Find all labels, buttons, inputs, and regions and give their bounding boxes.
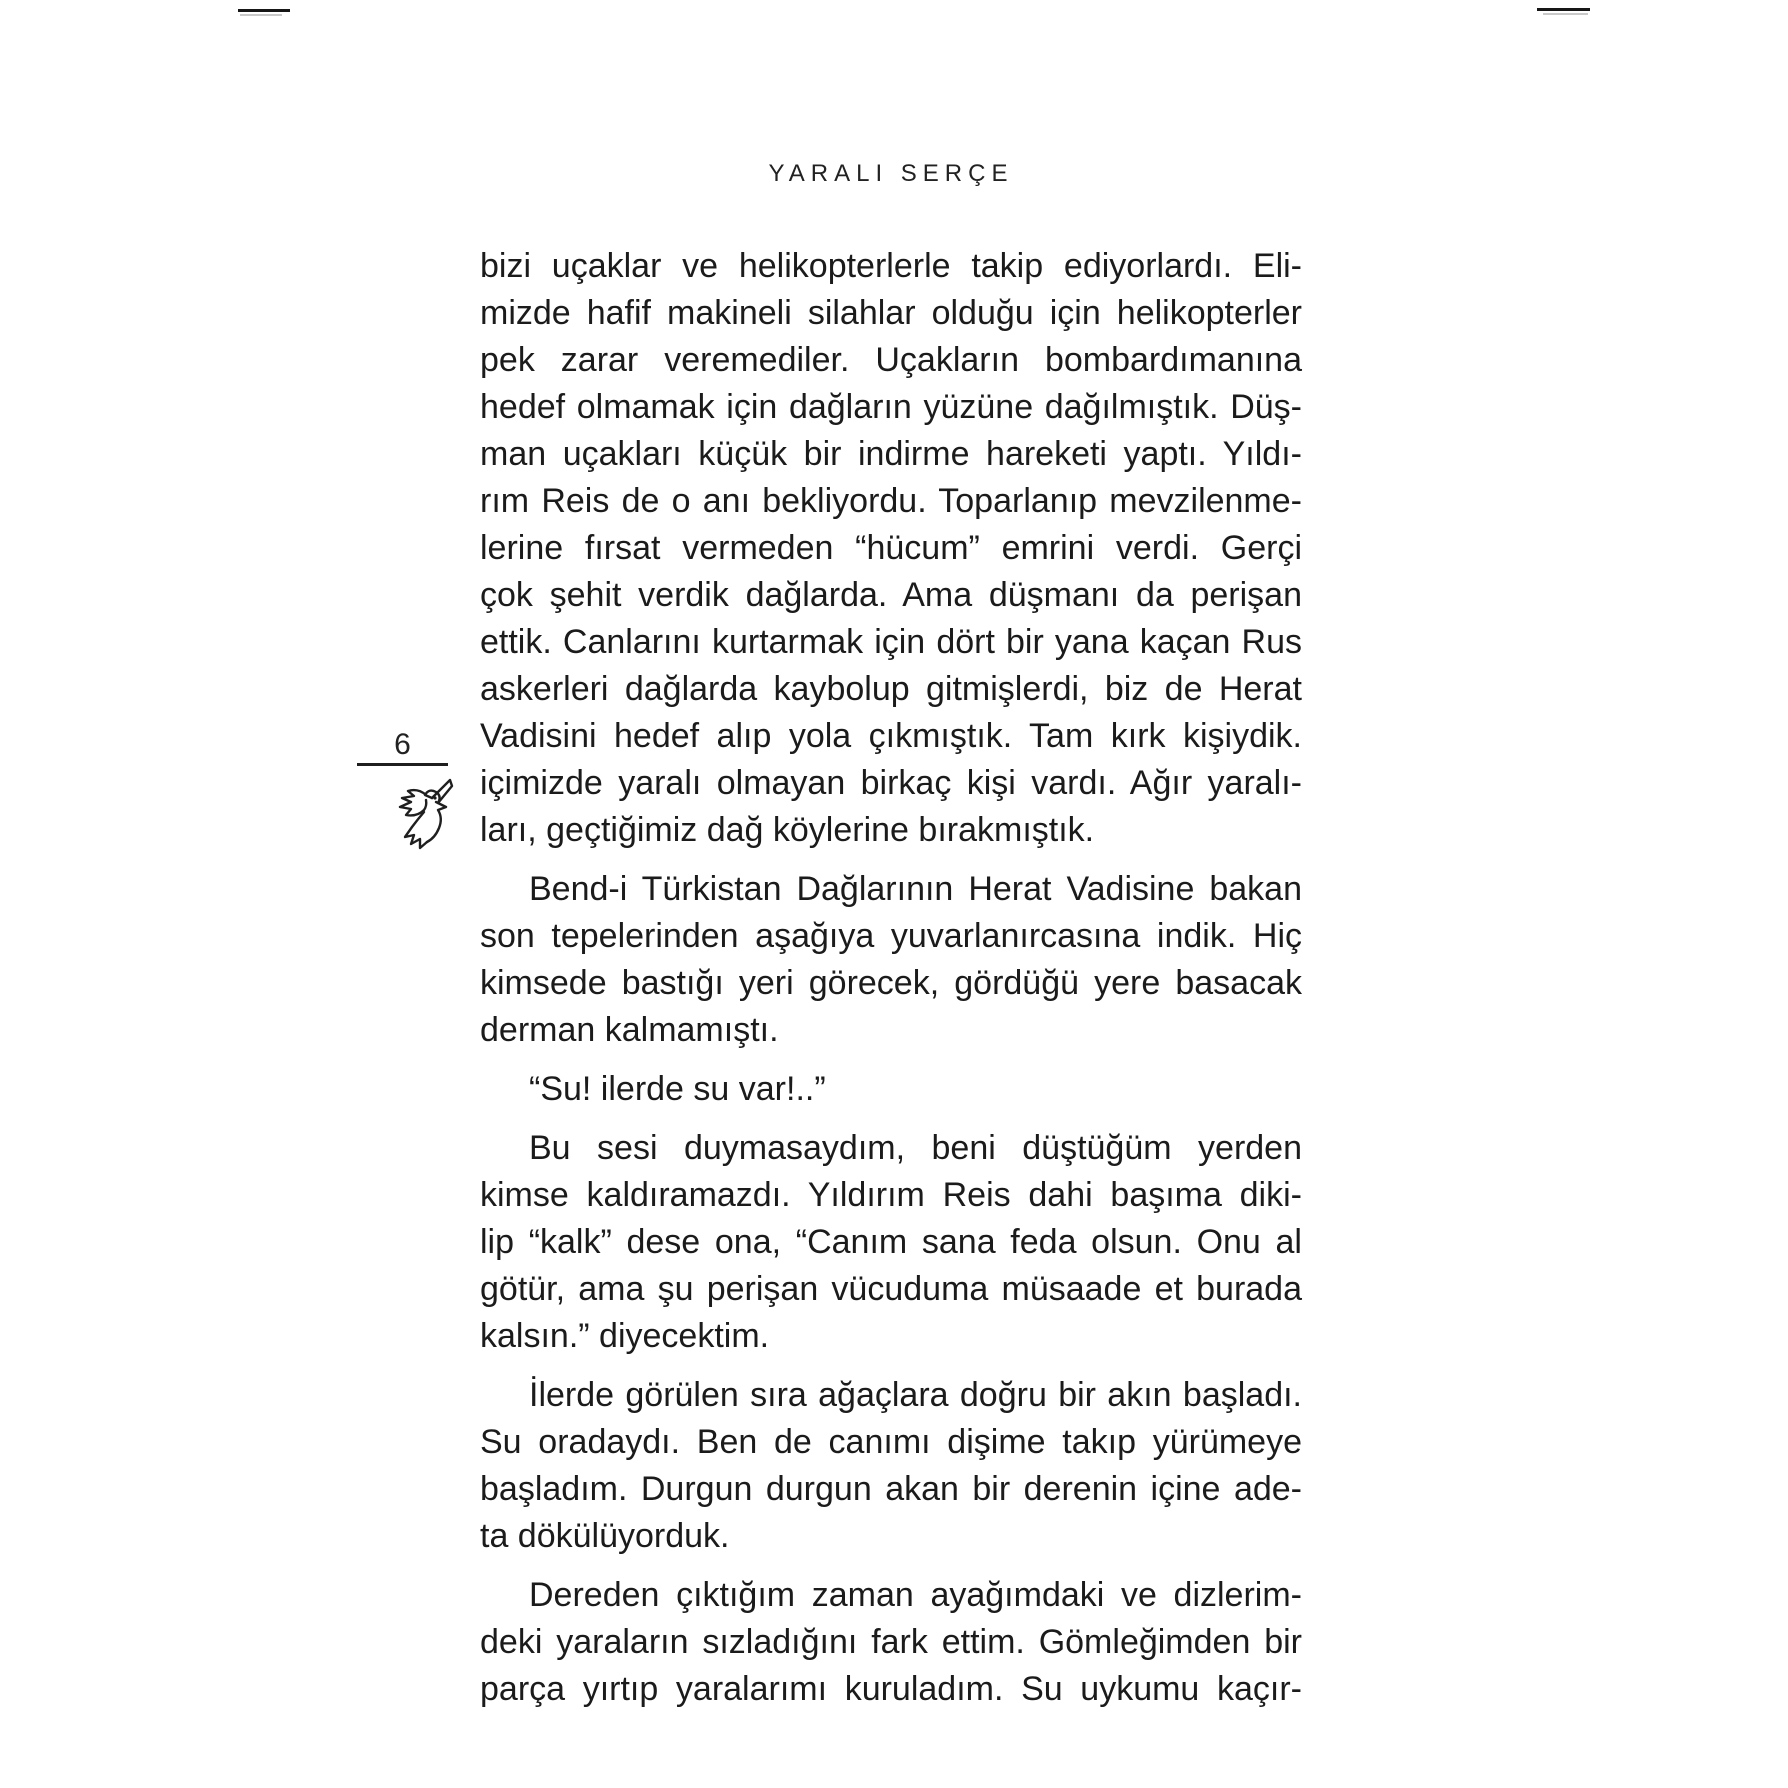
text-line: kimsede bastığı yeri görecek, gördüğü yere basacak xyxy=(480,964,1302,1002)
text-line: götür, ama şu perişan vücuduma müsaade et burada xyxy=(480,1270,1302,1308)
paragraph xyxy=(480,1066,1302,1113)
sparrow-icon xyxy=(392,776,458,850)
text-line: İlerde görülen sıra ağaçlara doğru bir akın başladı. xyxy=(529,1376,1302,1414)
registration-dash-dark xyxy=(238,9,290,12)
paragraph xyxy=(480,243,1302,854)
page-number: 6 xyxy=(394,728,411,761)
paragraph xyxy=(480,1372,1302,1560)
text-line: rım Reis de o anı bekliyordu. Toparlanıp mevzilenme- xyxy=(480,482,1302,520)
text-line: kalsın.” diyecektim. xyxy=(480,1317,770,1355)
registration-mark-left xyxy=(238,9,290,16)
paragraph xyxy=(480,1572,1302,1713)
text-line: mizde hafif makineli silahlar olduğu için helikopterler xyxy=(480,294,1302,332)
text-line: Dereden çıktığım zaman ayağımdaki ve dizlerim- xyxy=(529,1576,1302,1614)
text-column xyxy=(480,243,1302,1713)
text-line: man uçakları küçük bir indirme hareketi yaptı. Yıldı- xyxy=(480,435,1302,473)
registration-dash-light xyxy=(1543,13,1588,15)
registration-mark-right xyxy=(1537,8,1590,15)
text-line: askerleri dağlarda kaybolup gitmişlerdi, biz de Herat xyxy=(480,670,1302,708)
text-line: pek zarar veremediler. Uçakların bombardımanına xyxy=(480,341,1302,379)
text-line: deki yaraların sızladığını fark ettim. Gömleğimden bir xyxy=(480,1623,1302,1661)
text-line: kimse kaldıramazdı. Yıldırım Reis dahi başıma diki- xyxy=(480,1176,1302,1214)
text-line: içimizde yaralı olmayan birkaç kişi vardı. Ağır yaralı- xyxy=(480,764,1302,802)
text-line: lip “kalk” dese ona, “Canım sana feda olsun. Onu al xyxy=(480,1223,1302,1261)
text-line: bizi uçaklar ve helikopterlerle takip ediyorlardı. Eli- xyxy=(480,247,1302,285)
text-line: ları, geçtiğimiz dağ köylerine bırakmıştık. xyxy=(480,811,1095,849)
text-line: Bend-i Türkistan Dağlarının Herat Vadisine bakan xyxy=(529,870,1302,908)
text-line: hedef olmamak için dağların yüzüne dağılmıştık. Düş- xyxy=(480,388,1302,426)
text-line: “Su! ilerde su var!..” xyxy=(529,1070,826,1108)
paragraph xyxy=(480,1125,1302,1360)
text-line: son tepelerinden aşağıya yuvarlanırcasına indik. Hiç xyxy=(480,917,1302,955)
text-line: lerine fırsat vermeden “hücum” emrini verdi. Gerçi xyxy=(480,529,1302,567)
text-line: Vadisini hedef alıp yola çıkmıştık. Tam kırk kişiydik. xyxy=(480,717,1302,755)
registration-dash-dark xyxy=(1537,8,1590,11)
registration-dash-light xyxy=(240,14,282,16)
text-line: Su oradaydı. Ben de canımı dişime takıp yürümeye xyxy=(480,1423,1302,1461)
text-line: başladım. Durgun durgun akan bir derenin içine ade- xyxy=(480,1470,1302,1508)
running-header: YARALI SERÇE xyxy=(768,160,1014,187)
text-line: derman kalmamıştı. xyxy=(480,1011,779,1049)
text-line: ettik. Canlarını kurtarmak için dört bir yana kaçan Rus xyxy=(480,623,1302,661)
text-line: parça yırtıp yaralarımı kuruladım. Su uykumu kaçır- xyxy=(480,1670,1302,1708)
paragraph xyxy=(480,866,1302,1054)
text-line: çok şehit verdik dağlarda. Ama düşmanı da perişan xyxy=(480,576,1302,614)
text-line: ta dökülüyorduk. xyxy=(480,1517,730,1555)
page-number-rule xyxy=(357,763,448,766)
text-line: Bu sesi duymasaydım, beni düştüğüm yerden xyxy=(529,1129,1302,1167)
